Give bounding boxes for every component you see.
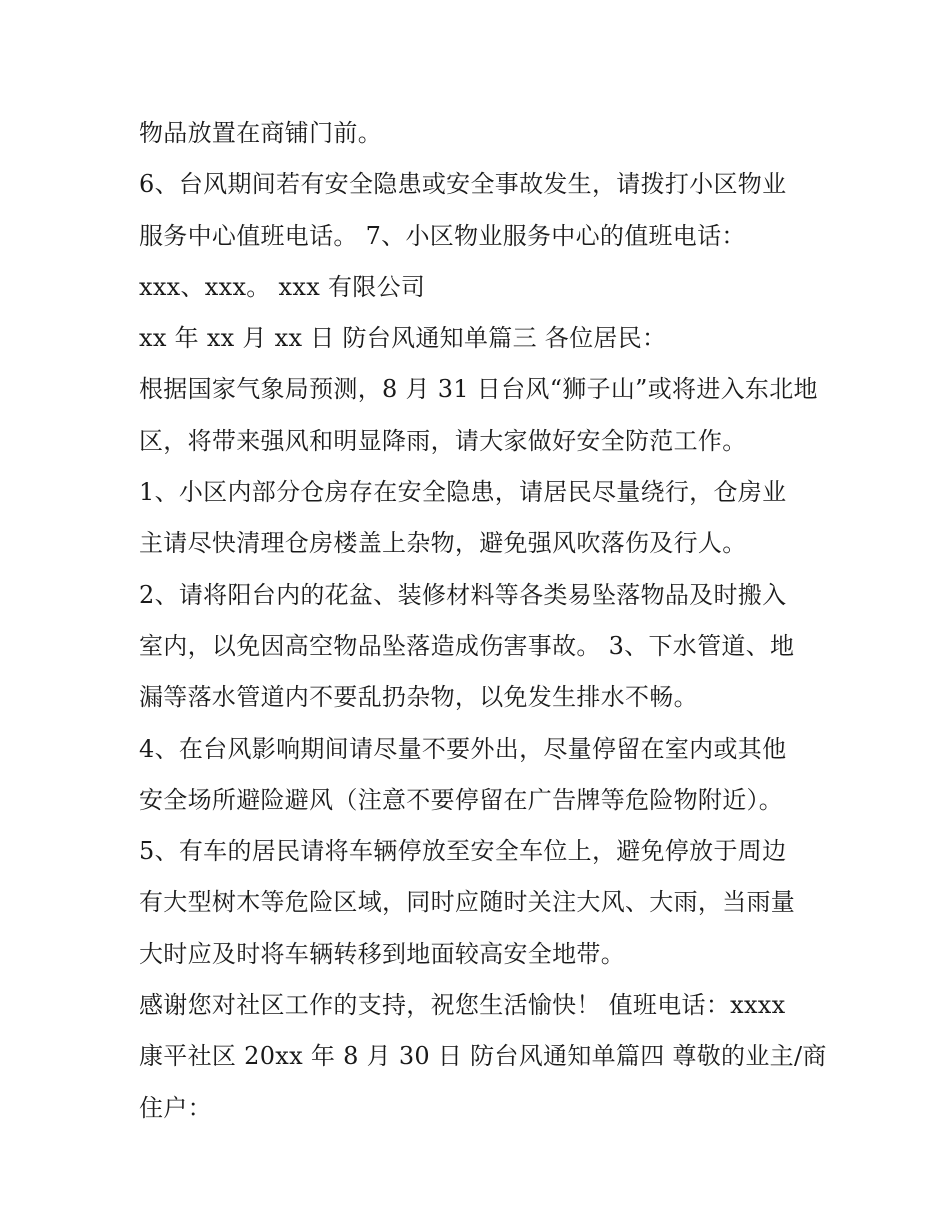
text-line: 服务中心值班电话。 7、小区物业服务中心的值班电话： [139, 221, 746, 250]
text-line: xxx、xxx。 xxx 有限公司 [139, 272, 426, 301]
text-line: 大时应及时将车辆转移到地面较高安全地带。 [139, 939, 625, 968]
text-line: 物品放置在商铺门前。 [139, 119, 382, 147]
text-line: 漏等落水管道内不要乱扔杂物，以免发生排水不畅。 [139, 683, 698, 712]
text-line: 康平社区 20xx 年 8 月 30 日 防台风通知单篇四 尊敬的业主/商 [139, 1042, 827, 1071]
text-line: 主请尽快清理仓房楼盖上杂物，避免强风吹落伤及行人。 [139, 529, 747, 558]
text-line: 区，将带来强风和明显降雨，请大家做好安全防范工作。 [139, 426, 747, 455]
text-line: 1、小区内部分仓房存在安全隐患，请居民尽量绕行，仓房业 [139, 478, 787, 507]
text-line: 感谢您对社区工作的支持，祝您生活愉快！ 值班电话：xxxx [139, 991, 786, 1020]
text-line: 根据国家气象局预测，8 月 31 日台风“狮子山”或将进入东北地 [139, 375, 818, 404]
text-line: 住户： [139, 1093, 212, 1122]
text-line: xx 年 xx 月 xx 日 防台风通知单篇三 各位居民： [139, 324, 667, 353]
document-body [139, 108, 827, 1134]
text-line: 5、有车的居民请将车辆停放至安全车位上，避免停放于周边 [139, 837, 787, 866]
text-line: 2、请将阳台内的花盆、装修材料等各类易坠落物品及时搬入 [139, 580, 787, 609]
text-line: 6、台风期间若有安全隐患或安全事故发生，请拨打小区物业 [139, 170, 787, 199]
text-line: 4、在台风影响期间请尽量不要外出，尽量停留在室内或其他 [139, 734, 787, 763]
text-line: 有大型树木等危险区域，同时应随时关注大风、大雨，当雨量 [139, 888, 796, 917]
text-line: 室内，以免因高空物品坠落造成伤害事故。 3、下水管道、地 [139, 631, 795, 660]
text-line: 安全场所避险避风（注意不要停留在广告牌等危险物附近）。 [139, 785, 784, 814]
